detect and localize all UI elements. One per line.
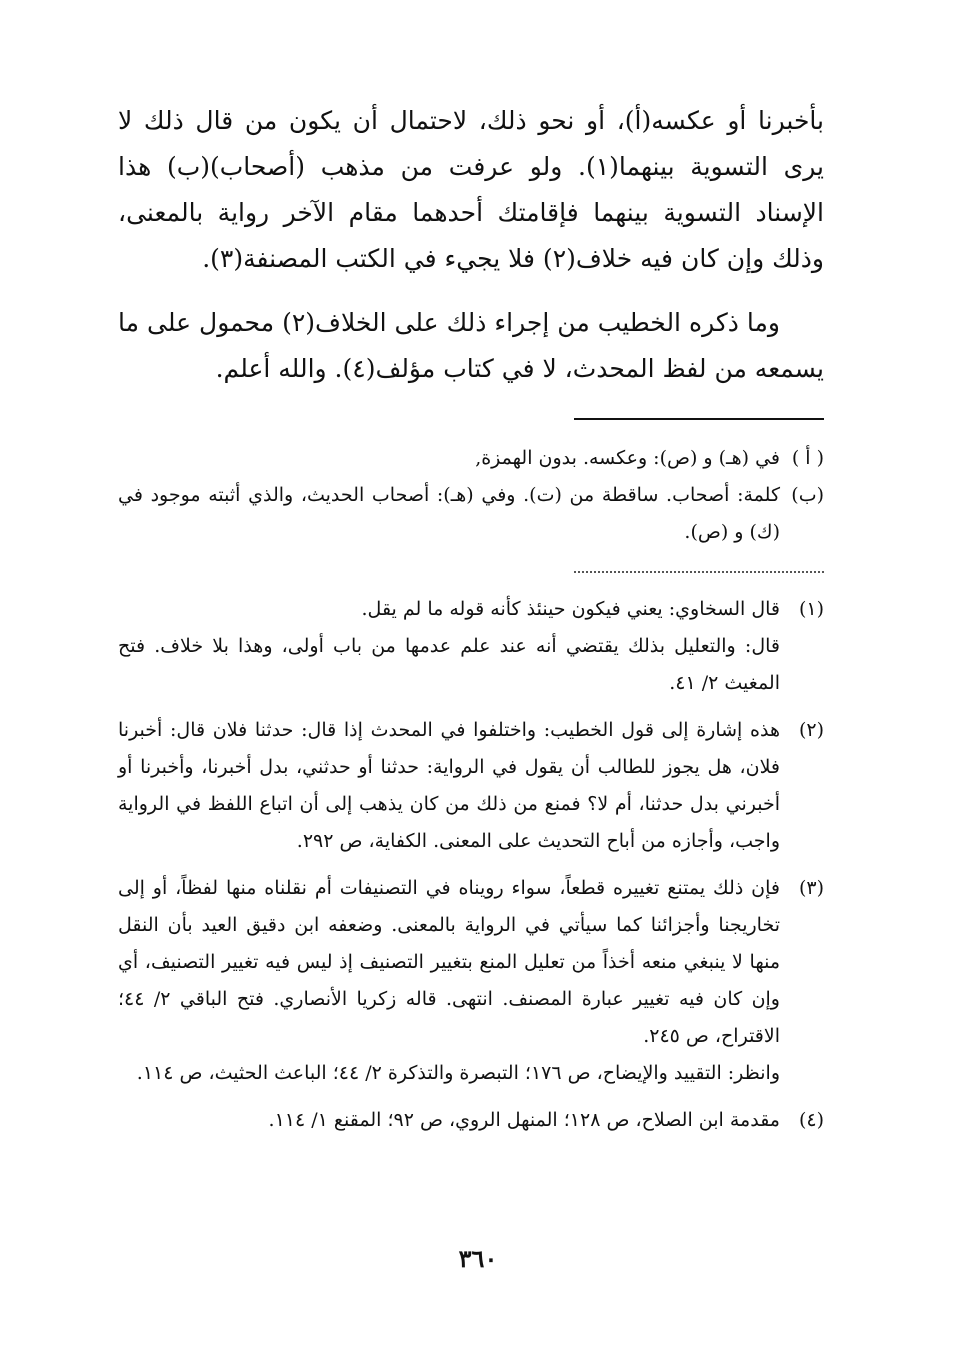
footnote-mark: (١) (798, 598, 824, 620)
footnote-text: في (هـ) و (ص): وعكسه. بدون الهمزة, (475, 447, 780, 469)
footnote-1 (118, 591, 824, 702)
footnote-text: مقدمة ابن الصلاح، ص ١٢٨؛ المنهل الروي، ص ٩٢؛ المقنع ١/ ١١٤. (268, 1109, 780, 1131)
footnote-mark: ( أ ) (791, 447, 824, 469)
footnote-text: كلمة: أصحاب. ساقطة من (ت). وفي (هـ): أصحاب الحديث، والذي أثبته موجود في (ك) و (ص). (118, 484, 780, 543)
footnote-text: هذه إشارة إلى قول الخطيب: واختلفوا في المحدث إذا قال: حدثنا فلان قال: أخبرنا فلان، هل يجوز للطالب أن يقول في الرواية: حدثنا أو حدثني، بدل أخبرنا، وأخبرنا أو أخبرني بدل حدثنا، أم لا؟ فمنع من ذلك من كان يذهب إلى أن اتباع اللفظ في الرواية واجب، وأجازه من أباح التحديث على المعنى. الكفاية، ص ٢٩٢. (118, 719, 780, 852)
footnote-body (118, 1102, 780, 1139)
page-content (118, 98, 824, 1149)
main-paragraph-1: بأخبرنا أو عكسه(أ)، أو نحو ذلك، لاحتمال أن يكون من قال ذلك لا يرى التسوية بينهما(١). ولو عرفت من مذهب (أصحاب)(ب) هذا الإسناد التسوية بينهما فإقامتك أحدهما مقام الآخر رواية بالمعنى، وذلك وإن كان فيه خلاف(٢) فلا يجيء في الكتب المصنفة(٣). (118, 106, 824, 273)
footnote-text: وانظر: التقييد والإيضاح، ص ١٧٦؛ التبصرة والتذكرة ٢/ ٤٤؛ الباعث الحثيث، ص ١١٤. (136, 1062, 780, 1084)
footnote-text: قال: والتعليل بذلك يقتضي أنه عند علم عدمها من باب أولى، وهذا بلا خلاف. فتح المغيث ٢/ ٤١. (118, 635, 780, 694)
footnote-text: قال السخاوي: يعني فيكون حينئذ كأنه قوله ما لم يقل. (361, 598, 780, 620)
footnote-text: فإن ذلك يمتنع تغييره قطعاً، سواء رويناه في التصنيفات أم نقلناه منها لفظاً، أو إلى تخاريجنا وأجزائنا كما سيأتي في الرواية بالمعنى. وضعفه ابن دقيق العيد بأن النقل منها لا ينبغي منعه أخذاً من تعليل المنع بتغيير التصنيف إذ ليس فيه تغيير التصنيف، أي وإن كان فيه تغيير عبارة المصنف. انتهى. قاله زكريا الأنصاري. فتح الباقي ٢/ ٤٤؛ الاقتراح، ص ٢٤٥. (118, 877, 780, 1047)
footnote-mark: (٣) (798, 877, 824, 899)
main-paragraph-2: وما ذكره الخطيب من إجراء ذلك على الخلاف(٢) محمول على ما يسمعه من لفظ المحدث، لا في كتاب مؤلف(٤). والله أعلم. (118, 308, 824, 383)
footnote-2 (118, 712, 824, 860)
footnote-body (118, 591, 780, 702)
footnote-mark: (٤) (798, 1109, 824, 1131)
footnote-mark: (ب) (791, 484, 824, 506)
footnote-separator (574, 418, 824, 420)
dotted-separator (574, 571, 824, 573)
numbered-footnotes (118, 591, 824, 1139)
footnote-mark: (٢) (798, 719, 824, 741)
page-number: ٣٦٠ (458, 1244, 498, 1273)
footnote-body (118, 870, 780, 1092)
letter-footnotes (118, 440, 824, 551)
footnote-3 (118, 870, 824, 1092)
footnote-ba (118, 477, 824, 551)
footnote-body (118, 712, 780, 860)
footnote-alif (118, 440, 824, 477)
footnote-4 (118, 1102, 824, 1139)
